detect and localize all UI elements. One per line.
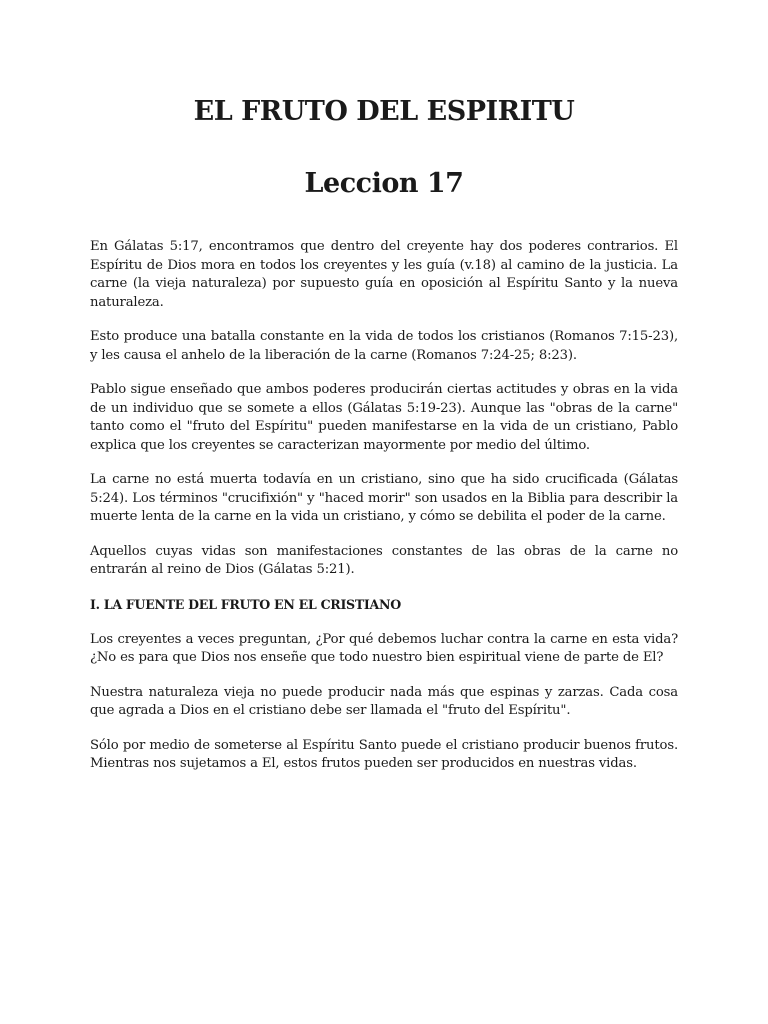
paragraph: Pablo sigue enseñado que ambos poderes producirán ciertas actitudes y obras en la vida de un individuo que se somete a ellos (Gálatas 5:19-23). Aunque las "obras de la carne" tanto como el "fruto del Espíritu" pueden manifestarse en la vida de un cristiano, Pablo explica que los creyentes se caracterizan mayormente por medio del último. — [90, 382, 678, 453]
paragraph: Nuestra naturaleza vieja no puede producir nada más que espinas y zarzas. Cada cosa que agrada a Dios en el cristiano debe ser llamada el "fruto del Espíritu". — [90, 684, 678, 718]
paragraph: La carne no está muerta todavía en un cristiano, sino que ha sido crucificada (Gálatas 5:24). Los términos "crucifixión" y "haced morir" son usados en la Biblia para describir la muerte lenta de la carne en la vida un cristiano, y cómo se debilita el poder de la carne. — [90, 472, 678, 524]
paragraph: Esto produce una batalla constante en la vida de todos los cristianos (Romanos 7:15-23), y les causa el anhelo de la liberación de la carne (Romanos 7:24-25; 8:23). — [90, 329, 678, 363]
paragraph: Aquellos cuyas vidas son manifestaciones constantes de las obras de la carne no entrarán al reino de Dios (Gálatas 5:21). — [90, 543, 678, 577]
document-title: EL FRUTO DEL ESPIRITU — [193, 96, 575, 127]
paragraph: Sólo por medio de someterse al Espíritu Santo puede el cristiano producir buenos frutos. Mientras nos sujetamos a El, estos frutos pueden ser producidos en nuestras vidas. — [90, 737, 678, 771]
section-heading: I. LA FUENTE DEL FRUTO EN EL CRISTIANO — [90, 596, 401, 612]
document-body — [90, 238, 678, 790]
lesson-title: Leccion 17 — [304, 168, 464, 199]
paragraph: Los creyentes a veces preguntan, ¿Por qué debemos luchar contra la carne en esta vida? ¿No es para que Dios nos enseñe que todo nuestro bien espiritual viene de parte de El? — [90, 631, 678, 665]
paragraph: En Gálatas 5:17, encontramos que dentro del creyente hay dos poderes contrarios. El Espíritu de Dios mora en todos los creyentes y les guía (v.18) al camino de la justicia. La carne (la vieja naturaleza) por supuesto guía en oposición al Espíritu Santo y la nueva naturaleza. — [90, 239, 678, 310]
